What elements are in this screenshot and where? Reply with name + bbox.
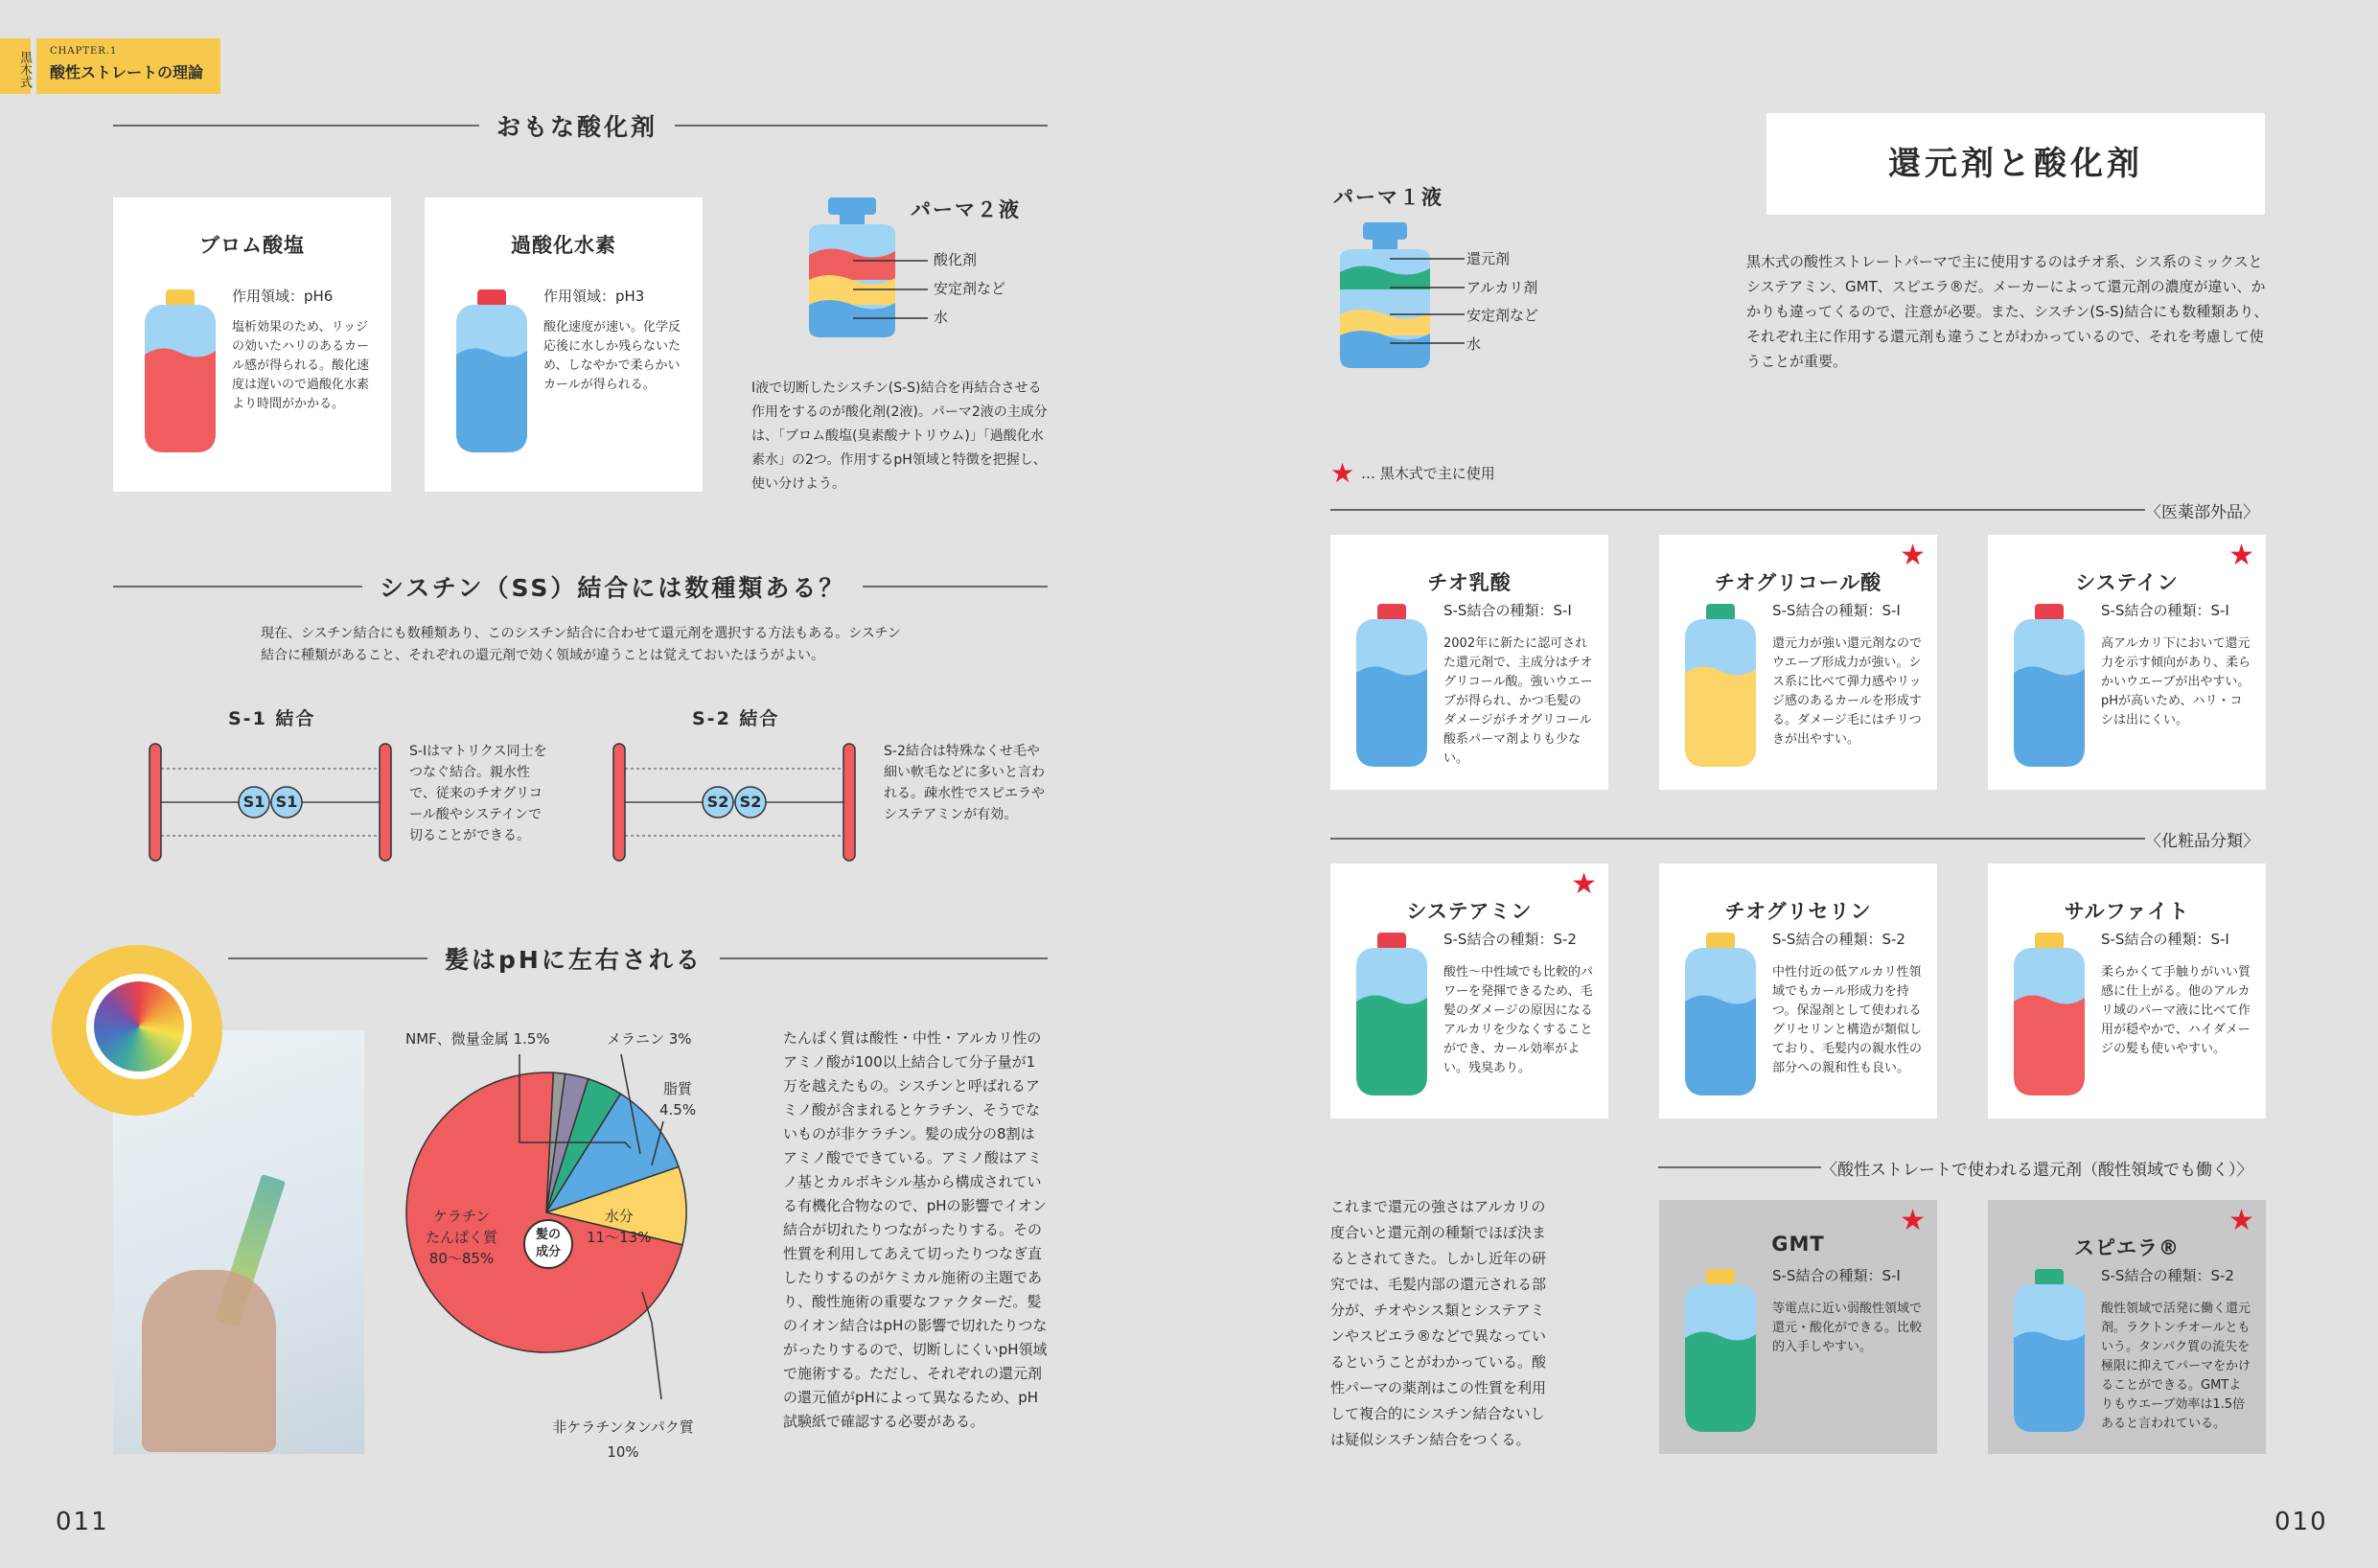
pie-label-nmf: NMF、微量金属 1.5% bbox=[405, 1030, 550, 1048]
bottle-icon bbox=[142, 289, 219, 454]
pie-label-keratin-sub: たんぱく質 bbox=[426, 1229, 498, 1246]
reducer-card bbox=[1659, 1200, 1937, 1454]
right-bottom-body: これまで還元の強さはアルカリの度合いと還元剤の種類でほぼ決まるとされてきた。しかし近年の研究では、毛髪内部の還元される部分が、チオやシス類とシステアミンやスピエラ®などで異なっているということがわかっている。酸性パーマの薬剤はこの性質を利用して複合的にシスチン結合ないしは疑似シスチン結合をつくる。 bbox=[1330, 1198, 1547, 1448]
ss-bond-type: S-S結合の種類：S-2 bbox=[1443, 931, 1577, 948]
s2-label-a: S2 bbox=[706, 793, 729, 811]
reducer-card bbox=[1988, 864, 2266, 1118]
chapter-title: 酸性ストレートの理論 bbox=[50, 63, 204, 81]
pie-label-keratin-name: ケラチン bbox=[432, 1208, 491, 1225]
card-description: 等電点に近い弱酸性領域で還元・酸化ができる。比較的入手しやすい。 bbox=[1772, 1302, 1923, 1354]
bottle-icon bbox=[2011, 604, 2088, 769]
perm-2-title: パーマ２液 bbox=[911, 198, 1021, 221]
card-title: スピエラ® bbox=[2074, 1236, 2180, 1259]
ph-paper-badge bbox=[52, 945, 222, 1116]
pie-center-line1: 髪の bbox=[535, 1228, 561, 1242]
pie-label-water-value: 11～13% bbox=[587, 1229, 652, 1246]
perm-1-title: パーマ１液 bbox=[1333, 186, 1443, 209]
page-number-left: 011 bbox=[56, 1508, 109, 1536]
pie-label-nonkeratin-name: 非ケラチンタンパク質 bbox=[552, 1418, 694, 1436]
card-title: 過酸化水素 bbox=[511, 234, 616, 257]
page-number-right: 010 bbox=[2274, 1508, 2328, 1536]
ss-bond-type: S-S結合の種類：S-I bbox=[1772, 1267, 1901, 1284]
ss-bond-type: S-S結合の種類：S-I bbox=[2101, 602, 2229, 619]
s2-label-b: S2 bbox=[739, 793, 762, 811]
s1-label-b: S1 bbox=[275, 793, 298, 811]
reducer-card bbox=[1330, 535, 1608, 790]
bottle-icon bbox=[1682, 604, 1759, 769]
s2-title: S-2 結合 bbox=[692, 708, 780, 729]
s2-bond-diagram bbox=[610, 740, 859, 865]
reducer-card bbox=[1988, 1200, 2266, 1454]
right-page-title: 還元剤と酸化剤 bbox=[1766, 113, 2265, 215]
category-label-acidic: 〈酸性ストレートで使われる還元剤（酸性領域でも働く）〉 bbox=[1821, 1161, 2253, 1180]
pie-label-nonkeratin-value: 10% bbox=[607, 1443, 639, 1461]
ss-bond-type: S-S結合の種類：S-2 bbox=[2101, 1267, 2234, 1284]
section-title-cystine: シスチン（SS）結合には数種類ある？ bbox=[362, 569, 863, 604]
perm-2-label-water: 水 bbox=[934, 309, 949, 326]
star-icon: ★ bbox=[1330, 457, 1355, 489]
chapter-number: CHAPTER.1 bbox=[50, 46, 118, 57]
card-title: チオ乳酸 bbox=[1427, 571, 1512, 594]
star-icon: ★ bbox=[1900, 539, 1926, 572]
pie-label-water-name: 水分 bbox=[604, 1208, 634, 1225]
card-title: GMT bbox=[1771, 1233, 1825, 1256]
section-title-oxidizers: おもな酸化剤 bbox=[479, 108, 675, 143]
card-title: チオグリコール酸 bbox=[1714, 571, 1882, 594]
category-rule bbox=[1330, 509, 2145, 511]
section-title-ph: 髪はpHに左右される bbox=[427, 941, 720, 976]
reducer-card bbox=[1330, 864, 1608, 1118]
card-title: ブロム酸塩 bbox=[199, 234, 305, 257]
perm-1-label-alkali: アルカリ剤 bbox=[1466, 279, 1538, 296]
chapter-header bbox=[36, 38, 220, 94]
category-rule bbox=[1330, 838, 2145, 840]
card-description: 還元力が強い還元剤なのでウエーブ形成力が強い。シス系に比べて弾力感やリッジ感のあるカールを形成する。ダメージ毛にはチリつきが出やすい。 bbox=[1772, 636, 1923, 747]
bottle-icon bbox=[2011, 933, 2088, 1097]
bottle-icon bbox=[453, 289, 530, 454]
card-title: システイン bbox=[2075, 571, 2179, 594]
pie-center-line2: 成分 bbox=[535, 1245, 561, 1259]
card-description: 塩析効果のため、リッジの効いたハリのあるカール感が得られる。酸化速度は遅いので過酸化水素より時間がかかる。 bbox=[232, 320, 370, 411]
category-label-quasi-drugs: 〈医薬部外品〉 bbox=[2145, 503, 2259, 522]
ph-range: 作用領域：pH3 bbox=[543, 288, 645, 305]
perm-1-label-water: 水 bbox=[1466, 335, 1482, 353]
ss-bond-type: S-S結合の種類：S-I bbox=[1443, 602, 1572, 619]
s2-description: S-2結合は特殊なくせ毛や細い軟毛などに多いと言われる。疎水性でスピエラやシステアミンが有効。 bbox=[884, 744, 1045, 822]
bottle-icon bbox=[2011, 1269, 2088, 1434]
perm-1-label-reducer: 還元剤 bbox=[1466, 250, 1511, 267]
section-cystine-body: 現在、シスチン結合にも数種類あり、このシスチン結合に合わせて還元剤を選択する方法もある。シスチン結合に種類があること、それぞれの還元剤で効く領域が違うことは覚えておいたほうがよい。 bbox=[261, 626, 901, 663]
card-description: 酸化速度が速い。化学反応後に水しか残らないため、しなやかで柔らかいカールが得られる。 bbox=[543, 320, 681, 392]
card-bromate bbox=[113, 197, 391, 492]
ss-bond-type: S-S結合の種類：S-2 bbox=[1772, 931, 1905, 948]
pie-label-melanin: メラニン 3% bbox=[607, 1030, 692, 1048]
legend-text: … 黒木式で主に使用 bbox=[1361, 465, 1495, 482]
card-description: 酸性～中性域でも比較的パワーを発揮できるため、毛髪のダメージの原因になるアルカリを少なくすることができ、カール効率がよい。残臭あり。 bbox=[1443, 965, 1594, 1075]
ss-bond-type: S-S結合の種類：S-I bbox=[1772, 602, 1901, 619]
ph-range: 作用領域：pH6 bbox=[232, 288, 334, 305]
card-description: 中性付近の低アルカリ性領域でもカール形成力を持つ。保湿剤として使われるグリセリンと構造が類似しており、毛髪内の親水性の部分への親和性も良い。 bbox=[1772, 965, 1923, 1075]
bottle-icon bbox=[1682, 1269, 1759, 1434]
star-icon: ★ bbox=[2228, 539, 2254, 572]
category-rule bbox=[1658, 1166, 1821, 1168]
brand-tag: 黒木式 bbox=[0, 38, 31, 94]
hand-shape bbox=[142, 1270, 276, 1452]
bottle-icon bbox=[1353, 933, 1430, 1097]
card-title: サルファイト bbox=[2064, 900, 2190, 923]
reducer-card bbox=[1659, 535, 1937, 790]
ph-color-wheel bbox=[86, 974, 192, 1079]
s1-bond-diagram bbox=[146, 740, 395, 865]
card-description: 高アルカリ下において還元力を示す傾向があり、柔らかいウエーブが出やすい。pHが高いため、ハリ・コシは出にくい。 bbox=[2101, 636, 2251, 727]
pie-label-keratin-value: 80～85% bbox=[428, 1250, 495, 1267]
star-icon: ★ bbox=[1571, 867, 1597, 901]
star-icon: ★ bbox=[1900, 1204, 1926, 1237]
card-title: システアミン bbox=[1406, 900, 1533, 923]
perm-2-body: Ⅰ液で切断したシスチン(S-S)結合を再結合させる作用をするのが酸化剤(2液)。パーマ2液の主成分は、「ブロム酸塩(臭素酸ナトリウム)」「過酸化水素水」の2つ。作用するpH領域と特徴を把握し、使い分けよう。 bbox=[751, 380, 1048, 492]
s1-description: S-Iはマトリクス同士をつなぐ結合。親水性で、従来のチオグリコール酸やシステインで切ることができる。 bbox=[409, 744, 547, 843]
card-hydrogen-peroxide bbox=[425, 197, 703, 492]
bottle-icon bbox=[1353, 604, 1430, 769]
card-description: 2002年に新たに認可された還元剤で、主成分はチオグリコール酸。強いウエーブが得られ、かつ毛髪のダメージがチオグリコール酸系パーマ剤よりも少ない。 bbox=[1443, 636, 1593, 766]
reducer-card bbox=[1988, 535, 2266, 790]
card-description: 柔らかくて手触りがいい質感に仕上がる。他のアルカリ域のパーマ液に比べて作用が穏やかで、ハイダメージの髪も使いやすい。 bbox=[2101, 965, 2251, 1056]
right-intro: 黒木式の酸性ストレートパーマで主に使用するのはチオ系、シス系のミックスとシステアミン、GMT、スピエラ®だ。メーカーによって還元剤の濃度が違い、かかりも違ってくるので、注意が必要。また、シスチン(S-S)結合にも数種類あり、それぞれ主に作用する還元剤も違うことがわかっているので、それを考慮して使うことが重要。 bbox=[1746, 253, 2269, 370]
s1-label-a: S1 bbox=[242, 793, 266, 811]
pie-label-lipid-value: 4.5% bbox=[659, 1101, 697, 1118]
perm-2-label-oxidizer: 酸化剤 bbox=[934, 251, 978, 268]
pie-label-lipid-name: 脂質 bbox=[663, 1080, 693, 1097]
reducer-card bbox=[1659, 864, 1937, 1118]
card-title: チオグリセリン bbox=[1724, 900, 1872, 923]
pie-label-lipid bbox=[659, 1078, 696, 1120]
star-icon: ★ bbox=[2228, 1204, 2254, 1237]
pie-label-nonkeratin bbox=[537, 1415, 709, 1464]
pie-label-water bbox=[587, 1206, 651, 1248]
ss-bond-type: S-S結合の種類：S-I bbox=[2101, 931, 2229, 948]
pie-label-keratin bbox=[426, 1206, 497, 1269]
bottle-icon bbox=[1682, 933, 1759, 1097]
category-label-cosmetics: 〈化粧品分類〉 bbox=[2145, 832, 2259, 851]
perm-1-label-stabilizer: 安定剤など bbox=[1466, 307, 1539, 324]
section-ph-body: たんぱく質は酸性・中性・アルカリ性のアミノ酸が100以上結合して分子量が1万を越えたもの。シスチンと呼ばれるアミノ酸が含まれるとケラチン、そうでないものが非ケラチン。髪の成分の8割はアミノ酸でできている。アミノ酸はアミノ基とカルボキシル基から構成されている有機化合物なので、pHの影響でイオン結合が切れたりつながったりする。その性質を利用してあえて切ったりつなぎ直したりするのがケミカル施術の主題であり、酸性施術の重要なファクターだ。髪のイオン結合はpHの影響で切れたりつながったりするので、切断しにくいpH領域で施術する。ただし、それぞれの還元剤の還元値がpHによって異なるため、pH試験紙で確認する必要がある。 bbox=[783, 1029, 1048, 1430]
s1-title: S-1 結合 bbox=[228, 708, 316, 729]
card-description: 酸性領域で活発に働く還元剤。ラクトンチオールともいう。タンパク質の流失を極限に抑えてパーマをかけることができる。GMTよりもウエーブ効率は1.5倍あると言われている。 bbox=[2101, 1302, 2251, 1431]
perm-1-leader-lines bbox=[1380, 249, 1476, 355]
perm-2-label-stabilizer: 安定剤など bbox=[934, 280, 1006, 297]
perm-2-leader-lines bbox=[843, 249, 930, 326]
